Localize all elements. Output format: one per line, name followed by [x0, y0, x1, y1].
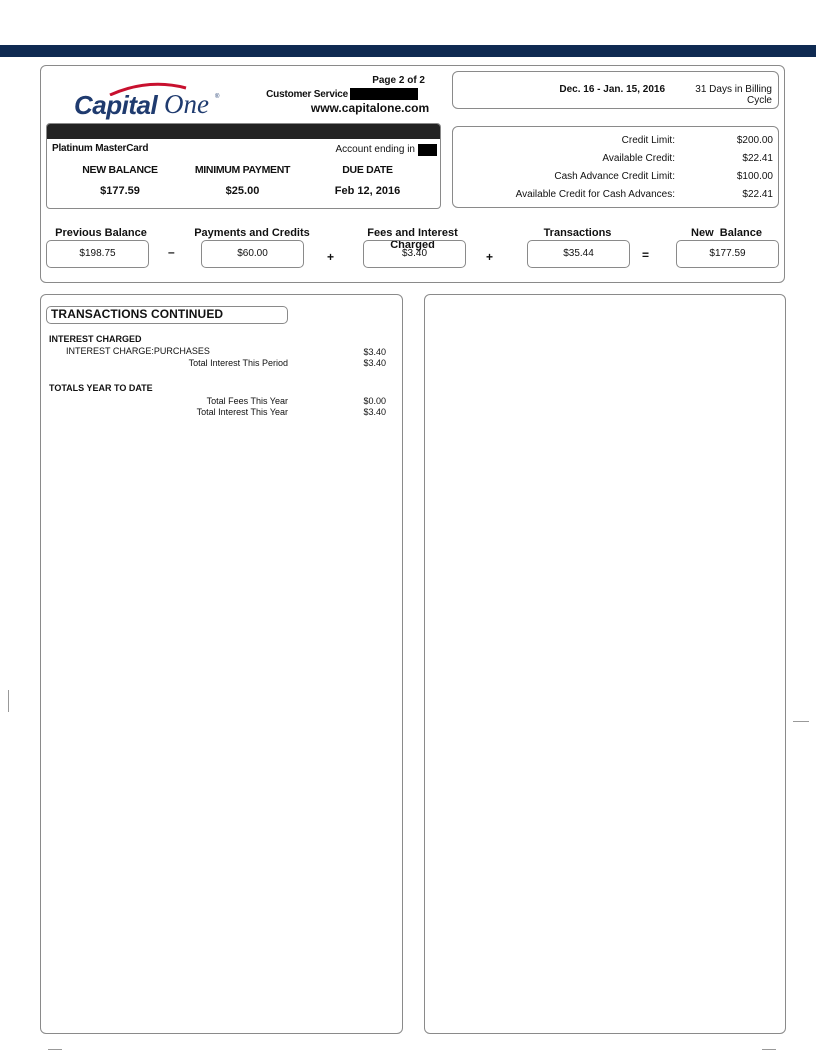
transactions-value: $35.44	[527, 240, 630, 268]
new-balance-summary-value: $177.59	[676, 240, 779, 268]
interest-charge-line-value: $3.40	[363, 347, 386, 357]
account-ending-label: Account ending in	[335, 144, 415, 155]
page-number: Page 2 of 2	[372, 75, 425, 86]
previous-balance-value: $198.75	[46, 240, 149, 268]
credit-limit-value: $200.00	[736, 135, 773, 146]
top-banner	[0, 45, 816, 57]
new-balance-value: $177.59	[100, 185, 140, 197]
credit-limit-label: Credit Limit:	[621, 135, 675, 146]
available-credit-label: Available Credit:	[602, 153, 675, 164]
payments-credits-label: Payments and Credits	[194, 227, 310, 239]
fees-interest-label: Fees and Interest Charged	[367, 227, 458, 251]
new-balance-summary-label: New Balance	[691, 227, 762, 239]
card-name: Platinum MasterCard	[52, 143, 149, 154]
cash-advance-limit-value: $100.00	[736, 171, 773, 182]
logo-trademark: ®	[215, 94, 220, 100]
interest-charged-heading: INTEREST CHARGED	[49, 334, 142, 344]
available-cash-advance-label: Available Credit for Cash Advances:	[515, 189, 675, 200]
total-interest-year-label: Total Interest This Year	[196, 407, 288, 417]
equals-operator: =	[642, 248, 650, 262]
bottom-left-mark	[48, 1049, 62, 1050]
cash-advance-limit-label: Cash Advance Credit Limit:	[554, 171, 675, 182]
available-credit-value: $22.41	[742, 153, 773, 164]
total-interest-period-label: Total Interest This Period	[188, 358, 288, 368]
total-interest-period-value: $3.40	[363, 358, 386, 368]
new-balance-label: NEW BALANCE	[82, 164, 158, 176]
logo-word-capital: Capital	[74, 90, 158, 120]
total-interest-year-value: $3.40	[363, 407, 386, 417]
total-fees-year-value: $0.00	[363, 396, 386, 406]
minimum-payment-label: MINIMUM PAYMENT	[194, 164, 291, 176]
blank-panel	[424, 294, 786, 1034]
payments-credits-value: $60.00	[201, 240, 304, 268]
interest-charge-line-label: INTEREST CHARGE:PURCHASES	[66, 346, 210, 356]
billing-cycle-dates: Dec. 16 - Jan. 15, 2016	[559, 84, 665, 95]
totals-ytd-heading: TOTALS YEAR TO DATE	[49, 383, 153, 393]
available-cash-advance-value: $22.41	[742, 189, 773, 200]
minimum-payment-value: $25.00	[225, 185, 260, 197]
total-fees-year-label: Total Fees This Year	[206, 396, 288, 406]
plus-operator-2: +	[486, 250, 494, 264]
fees-interest-value: $3.40	[363, 240, 466, 268]
redacted-account-number	[418, 144, 437, 156]
minus-operator: –	[168, 245, 175, 259]
transactions-title: TRANSACTIONS CONTINUED	[51, 307, 224, 321]
website-link[interactable]: www.capitalone.com	[310, 101, 430, 115]
capital-one-logo	[74, 82, 224, 122]
logo-word-one: One	[164, 89, 209, 119]
due-date-label: DUE DATE	[342, 164, 393, 176]
due-date-value: Feb 12, 2016	[334, 185, 401, 197]
transactions-label: Transactions	[543, 227, 612, 239]
plus-operator-1: +	[327, 250, 335, 264]
account-header-bar	[47, 124, 440, 139]
right-margin-mark	[793, 721, 809, 722]
previous-balance-label: Previous Balance	[55, 227, 147, 239]
bottom-right-mark	[762, 1049, 776, 1050]
customer-service-label: Customer Service	[266, 89, 348, 100]
billing-cycle-days: 31 Days in Billing Cycle	[695, 84, 772, 106]
left-margin-mark	[8, 690, 9, 712]
redacted-phone	[350, 88, 418, 100]
